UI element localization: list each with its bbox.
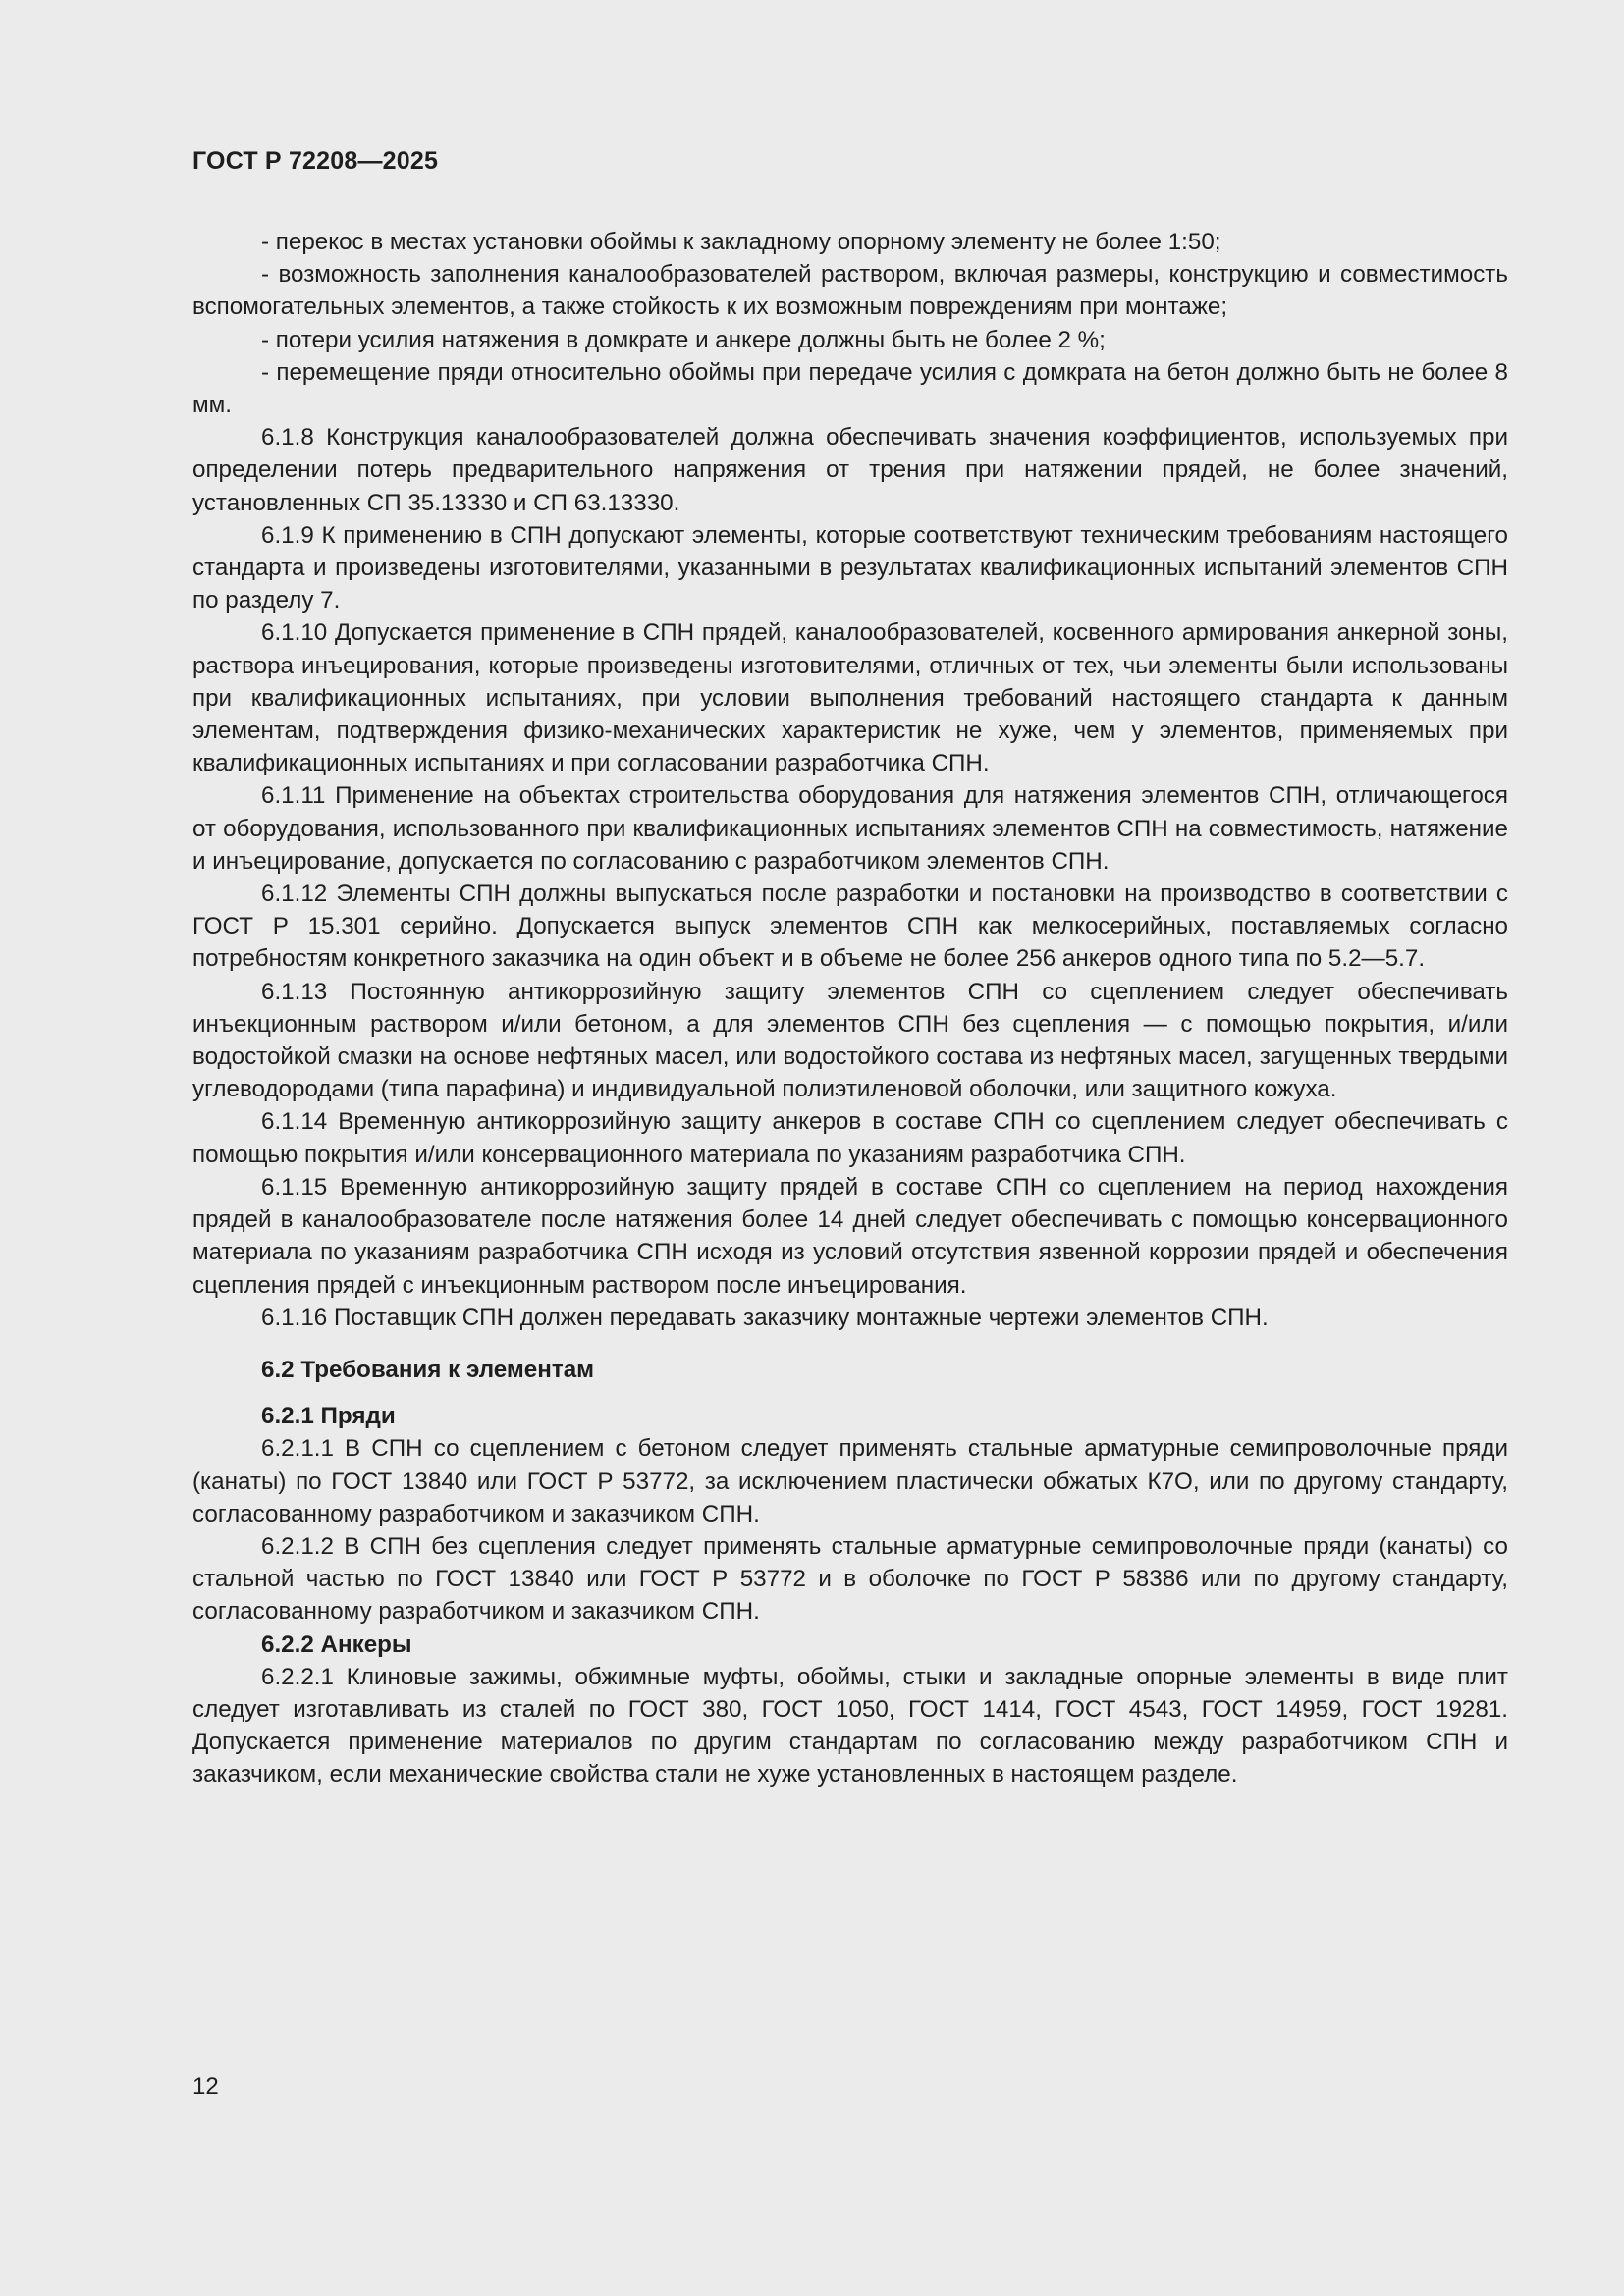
paragraph: 6.1.11 Применение на объектах строительства оборудования для натяжения элементов СПН, отличающегося от оборудования, использованного при квалификационных испытаниях элементов СПН на совместимость, натяжение и инъецирование, допускается по согласованию с разработчиком элементов СПН. [192, 782, 1508, 875]
paragraph: - перемещение пряди относительно обоймы при передаче усилия с домкрата на бетон должно быть не более 8 мм. [192, 358, 1508, 419]
paragraph: 6.2.2.1 Клиновые зажимы, обжимные муфты, обоймы, стыки и закладные опорные элементы в виде плит следует изготавливать из сталей по ГОСТ 380, ГОСТ 1050, ГОСТ 1414, ГОСТ 4543, ГОСТ 14959, ГОСТ 19281. Допускается применение материалов по другим стандартам по согласованию между разработчиком СПН и заказчиком, если механические свойства стали не хуже установленных в настоящем разделе. [192, 1663, 1508, 1789]
section-heading: 6.2.1 Пряди [261, 1403, 396, 1430]
paragraph: 6.1.12 Элементы СПН должны выпускаться после разработки и постановки на производство в соответствии с ГОСТ Р 15.301 серийно. Допускается выпуск элементов СПН как мелкосерийных, поставляемых согласно потребностям конкретного заказчика на один объект и в объеме не более 256 анкеров одного типа по 5.2—5.7. [192, 881, 1508, 973]
document-body [192, 226, 1508, 1791]
paragraph: 6.2.1.1 В СПН со сцеплением с бетоном следует применять стальные арматурные семипроволочные пряди (канаты) по ГОСТ 13840 или ГОСТ Р 53772, за исключением пластически обжатых К7О, или по другому стандарту, согласованному разработчиком и заказчиком СПН. [192, 1435, 1508, 1527]
paragraph: 6.1.9 К применению в СПН допускают элементы, которые соответствуют техническим требованиям настоящего стандарта и произведены изготовителями, указанными в результатах квалификационных испытаний элементов СПН по разделу 7. [192, 521, 1508, 614]
paragraph: 6.1.13 Постоянную антикоррозийную защиту элементов СПН со сцеплением следует обеспечивать инъекционным раствором и/или бетоном, а для элементов СПН без сцепления — с помощью покрытия, и/или водостойкой смазки на основе нефтяных масел, или водостойкого состава из нефтяных масел, загущенных твердыми углеводородами (типа парафина) и индивидуальной полиэтиленовой оболочки, или защитного кожуха. [192, 978, 1508, 1103]
paragraph: - возможность заполнения каналообразователей раствором, включая размеры, конструкцию и совместимость вспомогательных элементов, а также стойкость к их возможным повреждениям при монтаже; [192, 261, 1508, 321]
paragraph: 6.1.10 Допускается применение в СПН прядей, каналообразователей, косвенного армирования анкерной зоны, раствора инъецирования, которые произведены изготовителями, отличных от тех, чьи элементы были использованы при квалификационных испытаниях, при условии выполнения требований настоящего стандарта к данным элементам, подтверждения физико-механических характеристик не хуже, чем у элементов, применяемых при квалификационных испытаниях и при согласовании разработчика СПН. [192, 619, 1508, 777]
paragraph: - потери усилия натяжения в домкрате и анкере должны быть не более 2 %; [261, 326, 1106, 353]
paragraph: 6.2.1.2 В СПН без сцепления следует применять стальные арматурные семипроволочные пряди (канаты) со стальной частью по ГОСТ 13840 или ГОСТ Р 53772 и в оболочке по ГОСТ Р 58386 или по другому стандарту, согласованному разработчиком и заказчиком СПН. [192, 1532, 1508, 1626]
document-header: ГОСТ Р 72208—2025 [192, 147, 439, 175]
section-heading: 6.2 Требования к элементам [261, 1356, 595, 1383]
paragraph: 6.1.15 Временную антикоррозийную защиту прядей в составе СПН со сцеплением на период нахождения прядей в каналообразователе после натяжения более 14 дней следует обеспечивать с помощью консервационного материала по указаниям разработчика СПН исходя из условий отсутствия язвенной коррозии прядей и обеспечения сцепления прядей с инъекционным раствором после инъецирования. [192, 1173, 1508, 1299]
paragraph: 6.1.8 Конструкция каналообразователей должна обеспечивать значения коэффициентов, используемых при определении потерь предварительного напряжения от трения при натяжении прядей, не более значений, установленных СП 35.13330 и СП 63.13330. [192, 424, 1508, 516]
section-heading: 6.2.2 Анкеры [261, 1630, 412, 1658]
page-number: 12 [192, 2073, 219, 2100]
paragraph: 6.1.14 Временную антикоррозийную защиту анкеров в составе СПН со сцеплением следует обеспечивать с помощью покрытия и/или консервационного материала по указаниям разработчика СПН. [192, 1108, 1508, 1168]
paragraph: - перекос в местах установки обоймы к закладному опорному элементу не более 1:50; [261, 229, 1221, 255]
paragraph: 6.1.16 Поставщик СПН должен передавать заказчику монтажные чертежи элементов СПН. [261, 1304, 1269, 1331]
